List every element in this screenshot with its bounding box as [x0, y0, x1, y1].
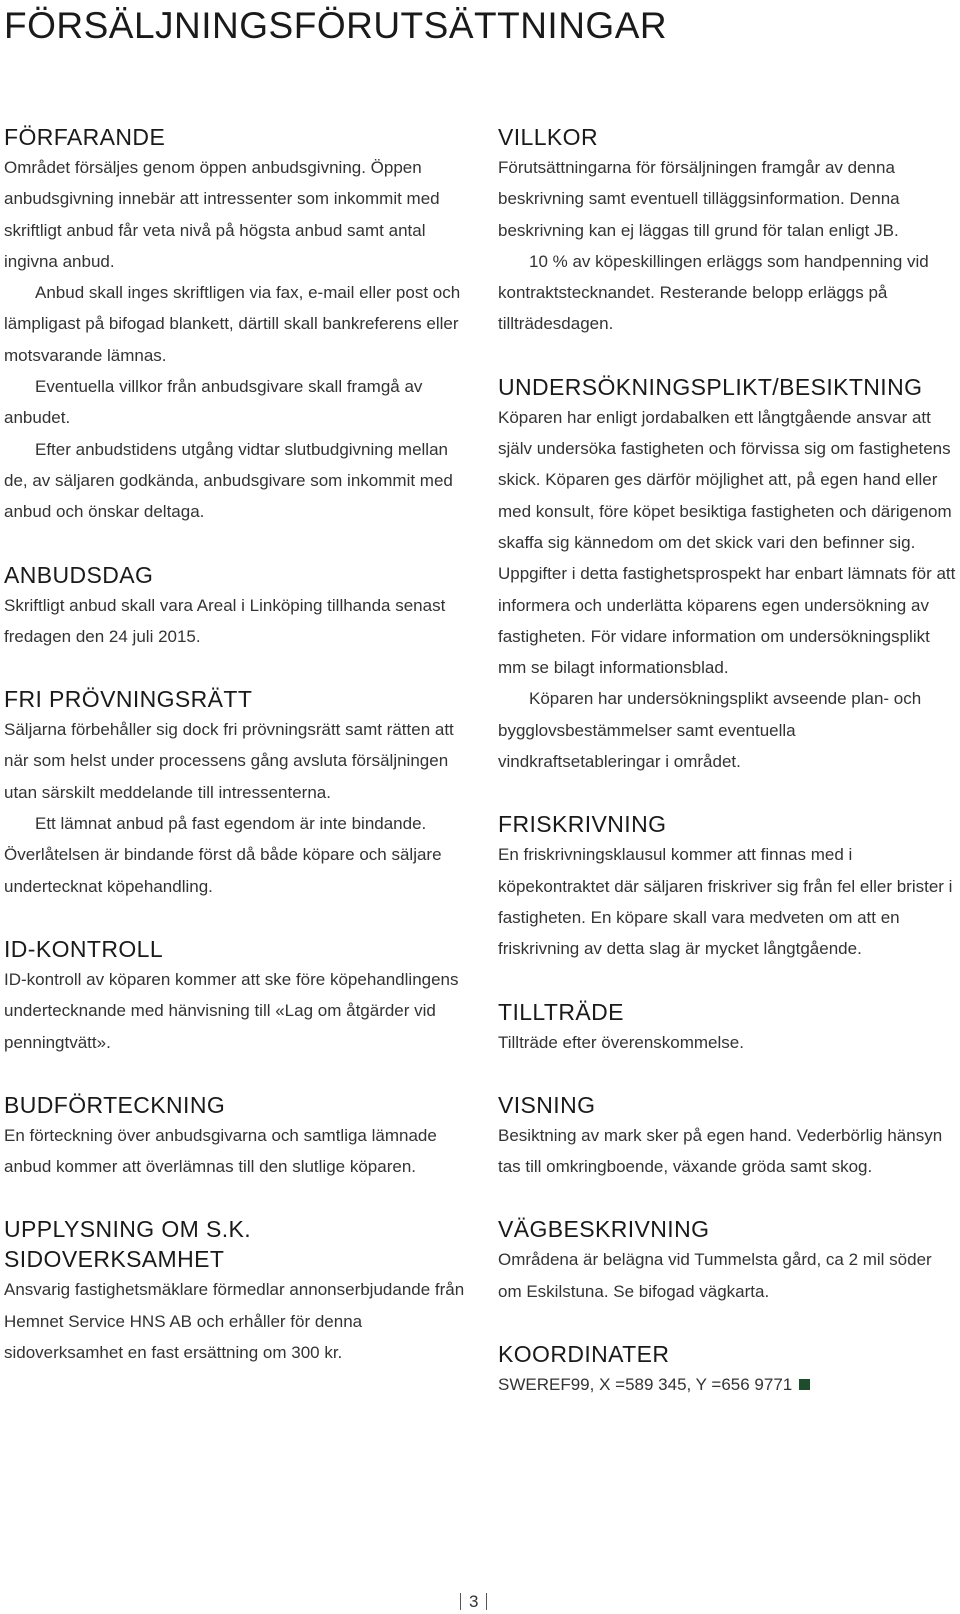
section-tilltrade	[498, 997, 958, 1058]
paragraph-text: En förteckning över anbudsgivarna och samtliga lämnade anbud kommer att överlämnas till den slutlige köparen.	[4, 1125, 437, 1177]
page-number-divider-left	[460, 1593, 461, 1610]
paragraph-text: Tillträde efter överenskommelse.	[498, 1032, 744, 1052]
section-paragraph	[498, 1027, 958, 1058]
paragraph-text: En friskrivningsklausul kommer att finnas med i köpekontraktet där säljaren friskriver sig från fel eller brister i fastigheten. En köpare skall vara medveten om att en friskrivning av detta slag är mycket långtgående.	[498, 845, 953, 959]
section-heading: FRISKRIVNING	[498, 811, 667, 838]
section-paragraph	[4, 714, 466, 808]
section-paragraph	[498, 152, 958, 246]
section-heading: FÖRFARANDE	[4, 124, 166, 150]
paragraph-text: Förutsättningarna för försäljningen framgår av denna beskrivning samt eventuell tilläggsinformation. Denna beskrivning kan ej läggas till grund för talan enligt JB.	[498, 158, 900, 240]
section-heading: KOORDINATER	[498, 1341, 670, 1368]
section-paragraph	[4, 1274, 466, 1368]
section-undersokningsplikt-besiktning	[498, 372, 958, 778]
paragraph-text: Områdena är belägna vid Tummelsta gård, ca 2 mil söder om Eskilstuna. Se bifogad vägkarta.	[498, 1250, 932, 1301]
paragraph-text: Ansvarig fastighetsmäklare förmedlar annonserbjudande från Hemnet Service HNS AB och erhåller för denna sidoverksamhet en fast ersättning om 300 kr.	[4, 1280, 465, 1363]
paragraph-text: Skriftligt anbud skall vara Areal i Linköping tillhanda senast fredagen den 24 juli 2015.	[4, 595, 446, 646]
section-heading: FRI PRÖVNINGSRÄTT	[4, 686, 253, 713]
section-paragraph	[498, 1369, 958, 1400]
paragraph-text: Ett lämnat anbud på fast egendom är inte bindande. Överlåtelsen är bindande först då både köpare och säljare undertecknat köpehandling.	[4, 814, 442, 896]
paragraph-text: 10 % av köpeskillingen erläggs som handpenning vid kontraktstecknandet. Resterande belopp erläggs på tillträdesdagen.	[498, 251, 929, 334]
section-heading: BUDFÖRTECKNING	[4, 1091, 226, 1118]
section-paragraph	[498, 246, 958, 340]
page-title: FÖRSÄLJNINGSFÖRUTSÄTTNINGAR	[4, 5, 668, 46]
section-fri-provningsratt	[4, 684, 466, 902]
paragraph-text: Köparen har undersökningsplikt avseende plan- och bygglovsbestämmelser samt eventuella vindkraftsetableringar i området.	[498, 689, 922, 772]
section-paragraph	[4, 277, 466, 371]
section-paragraph	[498, 683, 958, 777]
right-column	[498, 122, 958, 1432]
section-forfarande	[4, 122, 466, 528]
section-heading: ID-KONTROLL	[4, 935, 164, 962]
section-paragraph	[4, 964, 466, 1058]
end-of-article-square-icon	[799, 1379, 810, 1390]
section-budforteckning	[4, 1090, 466, 1183]
section-heading: UPPLYSNING OM S.K. SIDOVERKSAMHET	[4, 1216, 252, 1273]
section-paragraph	[498, 839, 958, 964]
paragraph-text: Köparen har enligt jordabalken ett långtgående ansvar att själv undersöka fastigheten och förvissa sig om fastighetens skick. Köparen ges därför möjlighet att, på egen hand eller med konsult, före köpet besiktiga fastigheten och därigenom skaffa sig kännedom om det skick vari den befinner sig. Uppgifter i detta fastighetsprospekt har enbart lämnats för att informera och underlätta köparens egen undersökning av fastigheten. För vidare information om undersökningsplikt mm se bilagt informationsblad.	[498, 407, 956, 678]
section-paragraph	[498, 1244, 958, 1307]
section-heading: VÄGBESKRIVNING	[498, 1216, 710, 1243]
section-heading: UNDERSÖKNINGSPLIKT/BESIKTNING	[498, 373, 923, 400]
section-friskrivning	[498, 809, 958, 964]
section-vagbeskrivning	[498, 1214, 958, 1307]
section-heading: TILLTRÄDE	[498, 998, 624, 1025]
section-id-kontroll	[4, 934, 466, 1058]
paragraph-text: Efter anbudstidens utgång vidtar slutbudgivning mellan de, av säljaren godkända, anbudsgivare som inkommit med anbud och önskar deltaga.	[4, 439, 453, 522]
paragraph-text: Säljarna förbehåller sig dock fri prövningsrätt samt rätten att när som helst under processens gång avsluta försäljningen utan särskilt meddelande till intressenterna.	[4, 720, 454, 802]
section-paragraph	[4, 808, 466, 902]
section-koordinater	[498, 1339, 958, 1400]
section-heading: ANBUDSDAG	[4, 561, 154, 588]
section-paragraph	[498, 1120, 958, 1183]
section-upplysning-om-s-k-sidoverksamhet	[4, 1214, 466, 1368]
paragraph-text: ID-kontroll av köparen kommer att ske före köpehandlingens undertecknande med hänvisning till «Lag om åtgärder vid penningtvätt».	[4, 969, 459, 1052]
paragraph-text: Anbud skall inges skriftligen via fax, e-mail eller post och lämpligast på bifogad blankett, därtill skall bankreferens eller motsvarande lämnas.	[4, 283, 461, 365]
section-paragraph	[498, 402, 958, 684]
section-paragraph	[4, 434, 466, 528]
section-paragraph	[4, 1120, 466, 1183]
page-number-value: 3	[469, 1592, 479, 1611]
section-visning	[498, 1090, 958, 1183]
section-paragraph	[4, 371, 466, 434]
left-column	[4, 122, 466, 1400]
paragraph-text: Besiktning av mark sker på egen hand. Vederbörlig hänsyn tas till omkringboende, växande gröda samt skog.	[498, 1125, 943, 1177]
section-heading: VILLKOR	[498, 124, 598, 150]
paragraph-text: Området försäljes genom öppen anbudsgivning. Öppen anbudsgivning innebär att intressenter som inkommit med skriftligt anbud får veta nivå på högsta anbud samt antal ingivna anbud.	[4, 158, 440, 271]
section-paragraph	[4, 152, 466, 277]
paragraph-text: SWEREF99, X =589 345, Y =656 9771	[498, 1375, 793, 1395]
section-anbudsdag	[4, 560, 466, 653]
section-heading: VISNING	[498, 1091, 596, 1118]
page-number	[452, 1592, 495, 1612]
paragraph-text: Eventuella villkor från anbudsgivare skall framgå av anbudet.	[4, 377, 423, 428]
section-paragraph	[4, 590, 466, 653]
page-number-divider-right	[486, 1593, 487, 1610]
section-villkor	[498, 122, 958, 340]
